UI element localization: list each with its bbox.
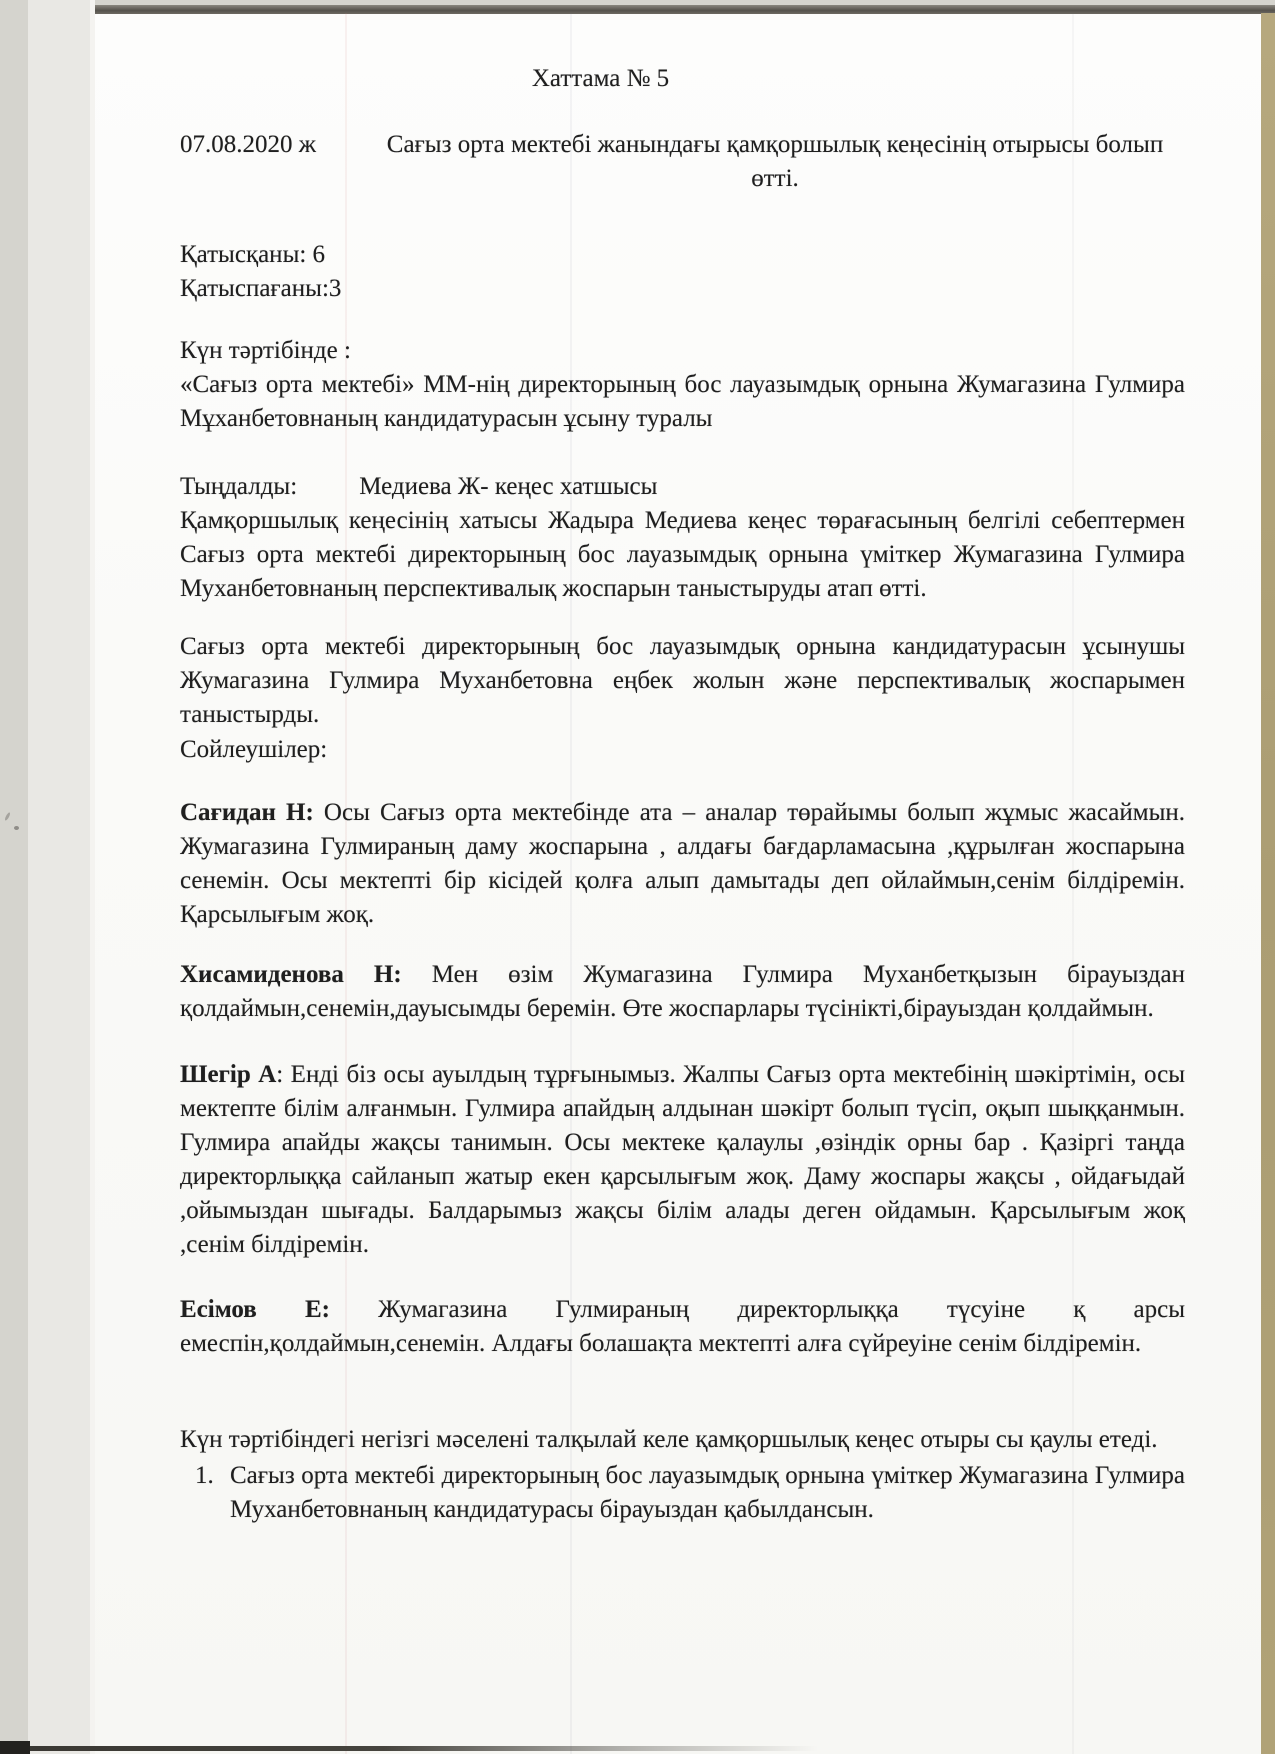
speaker-name: Есімов Е: — [180, 1296, 330, 1323]
speech-khisamidenova — [180, 958, 1185, 1026]
document-title: Хаттама № 5 — [531, 65, 670, 92]
document-header-row — [180, 128, 1185, 196]
speaker-text: Жумагазина Гулмираның директорлыққа түсуіне қ арсы емеспін,қолдаймын,сенемін. Алдағы болашақта мектепті алға сүйреуіне сенім білдіремін. — [180, 1296, 1185, 1357]
scan-top-edge-line — [95, 5, 1275, 14]
speaker-name: Хисамиденова Н: — [180, 961, 402, 988]
scan-bottom-edge-line — [28, 1746, 818, 1751]
heard-label: Тыңдалды: — [180, 473, 298, 500]
decision-item-number: 1. — [195, 1462, 214, 1489]
speaker-text: Мен өзім Жумагазина Гулмира Муханбетқызын бірауыздан қолдаймын,сенемін,дауысымды беремін. Өте жоспарлары түсінікті,бірауыздан қолдаймын. — [180, 961, 1186, 1022]
speakers-label: Сойлеушілер: — [180, 736, 328, 763]
attendance-block — [180, 238, 1185, 306]
speech-esimov — [180, 1293, 1185, 1361]
absent-count: Қатыспағаны:3 — [180, 275, 342, 302]
attended-count: Қатысқаны: 6 — [180, 241, 326, 268]
decision-item — [180, 1459, 1185, 1527]
presentation-paragraph: Сағыз орта мектебі директорының бос лауазымдық орнына кандидатурасын ұсынушы Жумагазина Гулмира Муханбетовна еңбек жолын және перспективалық жоспарымен таныстырды. — [180, 633, 1185, 728]
stray-pen-mark — [4, 812, 22, 838]
scan-bottom-corner — [0, 1741, 30, 1754]
document-date: 07.08.2020 ж — [180, 131, 317, 158]
heard-paragraph: Қамқоршылық кеңесінің хатысы Жадыра Медиева кеңес төрағасының белгілі себептермен Сағыз орта мектебі директорының бос лауазымдық орнына үміткер Жумагазина Гулмира Муханбетовнаның перспективалық жоспарын таныстыруды атап өтті. — [180, 507, 1185, 602]
speech-sagidan — [180, 796, 1185, 932]
speaker-text: : Енді біз осы ауылдың тұрғынымыз. Жалпы Сағыз орта мектебінің шәкіртімін, осы мектепте білім алғанмын. Гулмира апайдың алдынан шәкірт болып түсіп, оқып шыққанмын. Гулмира апайды жақсы танимын. Осы мектеке қалаулы ,өзіндік орны бар . Қазіргі таңда директорлыққа сайланып жатыр екен қарсылығым жоқ. Даму жоспары жақсы , ойдағыдай ,ойымыздан шығады. Балдарымыз жақсы білім алады деген ойдамын. Қарсылығым жоқ ,сенім білдіремін. — [180, 1061, 1185, 1258]
agenda-block — [180, 334, 1185, 436]
speaker-name: Шегір А — [180, 1061, 277, 1088]
agenda-label: Күн тәртібінде : — [180, 337, 351, 364]
speech-shegir — [180, 1058, 1185, 1262]
speaker-text: Осы Сағыз орта мектебінде ата – аналар төрайымы болып жұмыс жасаймын. Жумагазина Гулмираның даму жоспарына , алдағы бағдарламасына ,құрылған жоспарына сенемін. Осы мектепті бір кісідей қолға алып дамытады деп ойлаймын,сенім білдіремін. Қарсылығым жоқ. — [180, 799, 1185, 928]
scan-right-edge-strip — [1261, 13, 1275, 1754]
decision-item-text: Сағыз орта мектебі директорының бос лауазымдық орнына үміткер Жумагазина Гулмира Муханбетовнаның кандидатурасы бірауыздан қабылдансын. — [230, 1462, 1185, 1523]
agenda-text: «Сағыз орта мектебі» ММ-нің директорының бос лауазымдық орнына Жумагазина Гулмира Мұханбетовнаның кандидатурасын ұсыну туралы — [180, 371, 1185, 432]
scanner-underlay-strip — [28, 0, 94, 1754]
decision-intro: Күн тәртібіндегі негізгі мәселені талқылай келе қамқоршылық кеңес отыры сы қаулы етеді. — [180, 1426, 1158, 1453]
speaker-name: Сағидан Н: — [180, 799, 314, 826]
heard-line — [180, 470, 1185, 504]
heard-value: Медиева Ж- кеңес хатшысы — [359, 473, 658, 500]
document-heading: Сағыз орта мектебі жанындағы қамқоршылық кеңесінің отырысы болып өтті. — [386, 131, 1164, 192]
